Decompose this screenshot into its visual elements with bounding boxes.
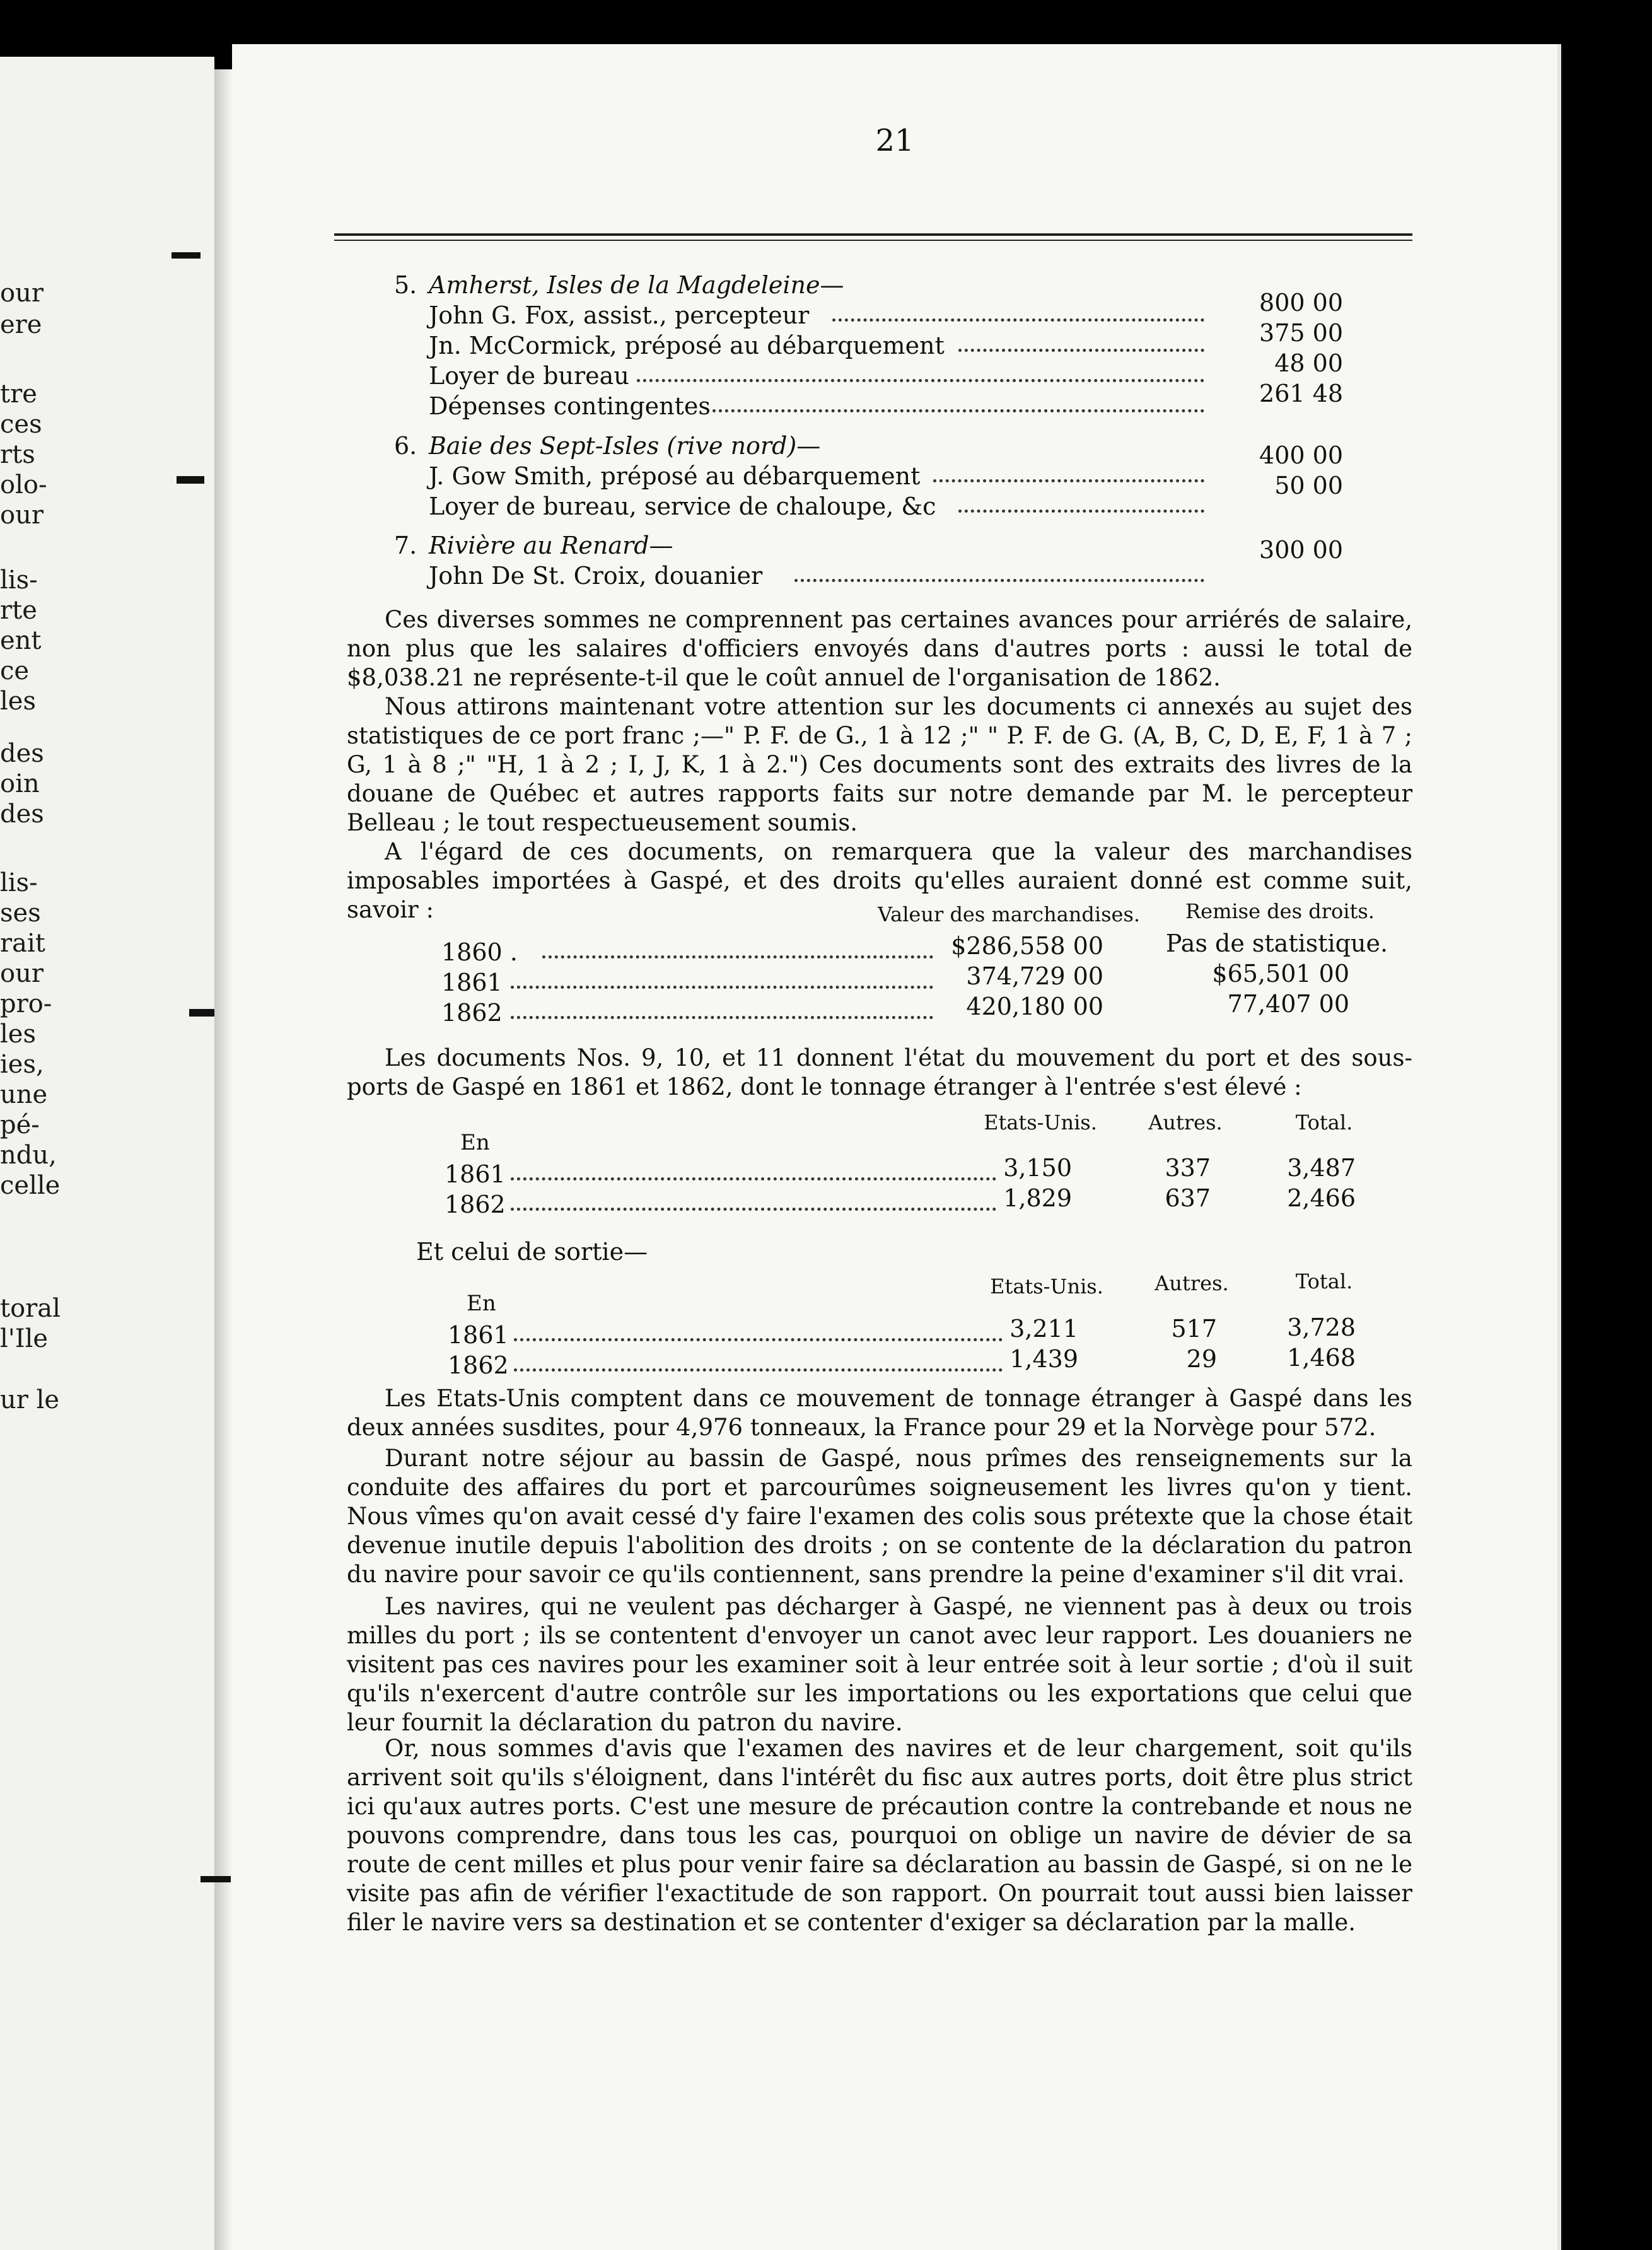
- table-cell-other: 29: [1186, 1345, 1217, 1373]
- left-page-fragment: our: [0, 279, 44, 308]
- left-page-fragment: rte: [0, 596, 37, 625]
- adjacent-left-page: [0, 57, 214, 2250]
- paragraph: Durant notre séjour au bassin de Gaspé, nous prîmes des renseignements sur la conduite des affaires du port et parcourûmes soigneusement les livres qu'on y tient. Nous vîmes qu'on avait cessé d'y faire l'examen des colis sous prétexte que la chose était devenue inutile depuis l'abolition des droits ; on se contente de la déclaration du patron du navire pour savoir ce qu'ils contiennent, sans prendre la peine d'examiner s'il dit vrai.: [347, 1445, 1412, 1588]
- leader-dots: [511, 1177, 996, 1180]
- column-header: Etats-Unis.: [984, 1110, 1097, 1134]
- paragraph: Les navires, qui ne veulent pas décharger à Gaspé, ne viennent pas à deux ou trois milles du port ; ils se contentent d'envoyer un canot avec leur rapport. Les douaniers ne visitent pas ces navires pour les examiner soit à leur entrée soit à leur sortie ; d'où il suit qu'ils n'exercent d'autre contrôle sur les importations ou les exportations que celui que leur fournit la déclaration du patron du navire.: [347, 1593, 1412, 1736]
- table-cell-duty: 77,407 00: [1227, 990, 1349, 1018]
- table-label-en: En: [467, 1291, 496, 1316]
- expense-amount: 800 00: [1259, 289, 1343, 317]
- left-page-fragment: les: [0, 687, 36, 716]
- paragraph: Les documents Nos. 9, 10, et 11 donnent l'état du mouvement du port et des sous-ports de Gaspé en 1861 et 1862, dont le tonnage étranger à l'entrée s'est élevé :: [347, 1044, 1412, 1100]
- expense-label: Dépenses contingentes: [429, 392, 711, 420]
- left-page-fragment: pro-: [0, 989, 52, 1018]
- column-header: Autres.: [1148, 1110, 1223, 1134]
- section-number: 6.: [394, 432, 417, 460]
- left-page-fragment: ies,: [0, 1050, 44, 1079]
- left-page-fragment: olo-: [0, 470, 47, 499]
- left-page-fragment: our: [0, 959, 44, 988]
- page-number: 21: [875, 123, 914, 158]
- left-page-fragment: oin: [0, 769, 40, 798]
- paragraph: Nous attirons maintenant votre attention sur les documents ci annexés au sujet des statistiques de ce port franc ;—" P. F. de G., 1 à 12 ;" " P. F. de G. (A, B, C, D, E, F, 1 à 7 ; G, 1 à 8 ;" "H, 1 à 2 ; I, J, K, 1 à 2.") Ces documents sont des extraits des livres de la douane de Québec et autres rapports faits sur notre demande par M. le percepteur Belleau ; le tout respectueusement soumis.: [347, 693, 1412, 836]
- table-label-en: En: [460, 1130, 490, 1155]
- table-row-year: 1860 .: [441, 938, 518, 966]
- table-cell-value: 420,180 00: [966, 993, 1103, 1020]
- header-rule: [334, 240, 1412, 241]
- table-cell-duty: Pas de statistique.: [1165, 930, 1388, 957]
- section-place: Baie des Sept-Isles (rive nord)—: [429, 432, 821, 460]
- leader-dots: [514, 1368, 1003, 1372]
- expense-amount: 50 00: [1274, 472, 1343, 499]
- left-page-fragment: our: [0, 501, 44, 530]
- left-page-fragment: pé-: [0, 1110, 40, 1140]
- table-row-year: 1862: [441, 999, 503, 1027]
- left-page-fragment: ndu,: [0, 1141, 57, 1170]
- left-page-fragment: ce: [0, 656, 30, 685]
- column-header: Autres.: [1155, 1271, 1229, 1295]
- expense-amount: 375 00: [1259, 319, 1343, 347]
- table-row-year: 1862: [445, 1191, 506, 1218]
- paragraph: Les Etats-Unis comptent dans ce mouvement de tonnage étranger à Gaspé dans les deux années susdites, pour 4,976 tonneaux, la France pour 29 et la Norvège pour 572.: [347, 1385, 1412, 1441]
- table-cell-total: 2,466: [1287, 1184, 1356, 1212]
- left-page-fragment: l'Ile: [0, 1324, 49, 1353]
- paragraph: Or, nous sommes d'avis que l'examen des navires et de leur chargement, soit qu'ils arrivent soit qu'ils s'éloignent, dans l'intérêt du fisc aux autres ports, doit être plus strict ici qu'aux autres ports. C'est une mesure de précaution contre la contrebande et nous ne pouvons comprendre, dans tous les cas, pourquoi on oblige un navire de dévier de sa route de cent milles et plus pour venir faire sa déclaration au bassin de Gaspé, si on ne le visite pas afin de vérifier l'exactitude de son rapport. On pourrait tout aussi bien laisser filer le navire vers sa destination et se contenter d'exiger sa déclaration par la malle.: [347, 1735, 1412, 1936]
- leader-dots: [511, 1016, 933, 1019]
- left-page-fragment: des: [0, 800, 44, 829]
- left-page-fragment: une: [0, 1080, 48, 1109]
- leader-dots: [958, 349, 1204, 352]
- table-cell-us: 1,439: [1009, 1345, 1078, 1373]
- paragraph: Ces diverses sommes ne comprennent pas certaines avances pour arriérés de salaire, non plus que les salaires d'officiers envoyés dans d'autres ports : aussi le total de $8,038.21 ne représente-t-il que le coût annuel de l'organisation de 1862.: [347, 606, 1412, 691]
- left-page-fragment: des: [0, 739, 44, 768]
- table-row-year: 1861: [448, 1321, 509, 1349]
- column-header: Etats-Unis.: [990, 1274, 1103, 1298]
- table-cell-value: 374,729 00: [966, 962, 1103, 990]
- column-header: Total.: [1295, 1110, 1353, 1134]
- binding-mark: [189, 1009, 214, 1017]
- expense-label: Loyer de bureau: [429, 362, 629, 390]
- leader-dots: [637, 379, 1204, 382]
- book-spine-shadow: [214, 69, 232, 2250]
- expense-label: Loyer de bureau, service de chaloupe, &c: [429, 493, 936, 520]
- table-cell-other: 517: [1171, 1315, 1217, 1343]
- left-page-fragment: lis-: [0, 868, 38, 897]
- table-cell-other: 337: [1165, 1154, 1211, 1182]
- left-page-fragment: ces: [0, 410, 42, 439]
- left-page-fragment: rts: [0, 440, 35, 469]
- left-page-fragment: celle: [0, 1171, 61, 1200]
- left-page-fragment: ent: [0, 626, 42, 655]
- column-header: Valeur des marchandises.: [877, 902, 1141, 926]
- left-page-fragment: lis-: [0, 566, 38, 595]
- expense-amount: 48 00: [1274, 349, 1343, 377]
- left-page-fragment: tre: [0, 380, 37, 409]
- paragraph: A l'égard de ces documents, on remarquera que la valeur des marchandises imposables importées à Gaspé, et des droits qu'elles auraient donné est comme suit, savoir :: [347, 838, 1412, 923]
- binding-mark: [172, 252, 201, 259]
- table-row-year: 1861: [445, 1160, 506, 1188]
- leader-dots: [794, 579, 1204, 582]
- leader-dots: [511, 986, 933, 989]
- section-number: 7.: [394, 532, 417, 559]
- column-header: Remise des droits.: [1185, 899, 1375, 923]
- table-cell-other: 637: [1165, 1184, 1211, 1212]
- expense-amount: 261 48: [1259, 380, 1343, 407]
- leader-dots: [832, 318, 1204, 322]
- expense-amount: 300 00: [1259, 536, 1343, 564]
- table-cell-us: 1,829: [1003, 1184, 1072, 1212]
- table-cell-total: 3,487: [1287, 1154, 1356, 1182]
- expense-label: J. Gow Smith, préposé au débarquement: [429, 462, 921, 490]
- leader-dots: [511, 1208, 996, 1211]
- expense-label: Jn. McCormick, préposé au débarquement: [429, 332, 945, 359]
- left-page-fragment: toral: [0, 1294, 61, 1323]
- expense-amount: 400 00: [1259, 441, 1343, 469]
- left-page-fragment: rait: [0, 929, 45, 958]
- table-cell-us: 3,150: [1003, 1154, 1072, 1182]
- left-page-fragment: ur le: [0, 1385, 60, 1414]
- expense-label: John G. Fox, assist., percepteur: [429, 301, 810, 329]
- column-header: Total.: [1295, 1269, 1353, 1293]
- binding-mark: [177, 476, 204, 484]
- table-cell-duty: $65,501 00: [1212, 960, 1349, 988]
- table-cell-value: $286,558 00: [951, 932, 1103, 960]
- leader-dots: [713, 409, 1204, 412]
- leader-dots: [514, 1338, 1003, 1341]
- section-number: 5.: [394, 271, 417, 299]
- paragraph: Et celui de sortie—: [416, 1238, 648, 1266]
- expense-label: John De St. Croix, douanier: [429, 562, 763, 590]
- table-row-year: 1861: [441, 969, 503, 996]
- binding-mark: [201, 1876, 231, 1882]
- left-page-fragment: ses: [0, 899, 41, 928]
- header-rule: [334, 233, 1412, 236]
- table-cell-us: 3,211: [1009, 1315, 1078, 1343]
- table-row-year: 1862: [448, 1351, 509, 1379]
- leader-dots: [933, 479, 1204, 482]
- leader-dots: [958, 510, 1204, 513]
- section-place: Amherst, Isles de la Magdeleine—: [429, 271, 844, 299]
- table-cell-total: 1,468: [1287, 1344, 1356, 1372]
- left-page-fragment: les: [0, 1020, 36, 1049]
- section-place: Rivière au Renard—: [429, 532, 673, 559]
- left-page-fragment: ere: [0, 310, 42, 339]
- leader-dots: [542, 955, 933, 959]
- table-cell-total: 3,728: [1287, 1314, 1356, 1341]
